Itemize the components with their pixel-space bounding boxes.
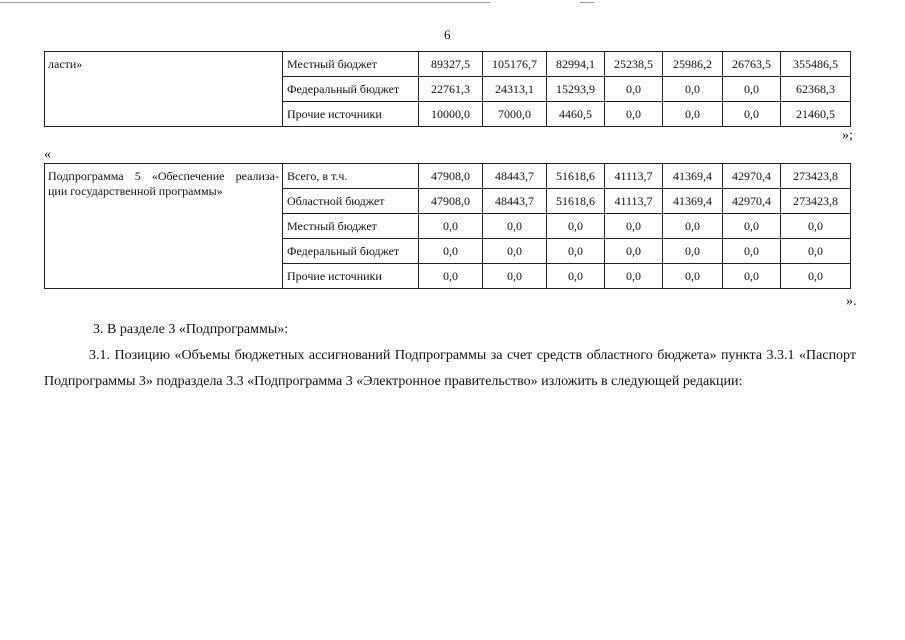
value-cell: 41369,4 [663, 189, 723, 214]
value-cell: 0,0 [419, 239, 483, 264]
value-cell: 25238,5 [605, 52, 663, 77]
value-cell: 41113,7 [605, 164, 663, 189]
section-paragraph: 3.1. Позицию «Объемы бюджетных ассигнований Подпрограммы за счет средств областного бюджета» пункта 3.3.1 «Паспорт Подпрограммы 3» подраздела 3.3 «Подпрограмма 3 «Электронное правительство» изложить в следующей редакции: [44, 348, 856, 389]
funding-source-label: Местный бюджет [283, 214, 419, 239]
value-cell: 7000,0 [483, 102, 547, 127]
table-row [45, 52, 851, 77]
value-cell: 105176,7 [483, 52, 547, 77]
value-cell: 22761,3 [419, 77, 483, 102]
value-cell: 89327,5 [419, 52, 483, 77]
value-cell: 47908,0 [419, 189, 483, 214]
value-cell: 42970,4 [723, 189, 781, 214]
funding-source-label: Всего, в т.ч. [283, 164, 419, 189]
program-name-cell: ласти» [45, 52, 283, 127]
value-cell: 24313,1 [483, 77, 547, 102]
value-cell: 0,0 [663, 264, 723, 289]
funding-source-label: Областной бюджет [283, 189, 419, 214]
value-cell: 0,0 [723, 77, 781, 102]
top-rule [0, 2, 490, 3]
funding-source-label: Прочие источники [283, 264, 419, 289]
value-cell: 0,0 [605, 102, 663, 127]
value-cell: 82994,1 [547, 52, 605, 77]
value-cell: 0,0 [419, 214, 483, 239]
value-cell: 0,0 [663, 102, 723, 127]
value-cell: 0,0 [547, 264, 605, 289]
value-cell: 0,0 [663, 239, 723, 264]
subprogram-name-line-2: ции государственной программы» [48, 184, 223, 198]
funding-source-label: Федеральный бюджет [283, 77, 419, 102]
value-cell: 0,0 [723, 214, 781, 239]
value-cell: 0,0 [663, 77, 723, 102]
closing-quote-mark: »; [842, 128, 853, 143]
value-cell: 42970,4 [723, 164, 781, 189]
value-cell: 26763,5 [723, 52, 781, 77]
value-cell: 0,0 [723, 239, 781, 264]
value-cell: 0,0 [547, 239, 605, 264]
table-row [45, 164, 851, 189]
subprogram-name-line-1: Подпрограмма 5 «Обеспечение реализа- [48, 169, 279, 183]
value-cell: 48443,7 [483, 164, 547, 189]
total-cell: 273423,8 [781, 189, 851, 214]
value-cell: 15293,9 [547, 77, 605, 102]
total-cell: 0,0 [781, 214, 851, 239]
funding-source-label: Прочие источники [283, 102, 419, 127]
total-cell: 21460,5 [781, 102, 851, 127]
value-cell: 0,0 [605, 77, 663, 102]
value-cell: 10000,0 [419, 102, 483, 127]
value-cell: 0,0 [723, 264, 781, 289]
value-cell: 0,0 [483, 214, 547, 239]
total-cell: 0,0 [781, 239, 851, 264]
total-cell: 273423,8 [781, 164, 851, 189]
value-cell: 25986,2 [663, 52, 723, 77]
value-cell: 0,0 [419, 264, 483, 289]
value-cell: 41369,4 [663, 164, 723, 189]
value-cell: 48443,7 [483, 189, 547, 214]
opening-quote-mark: « [44, 147, 51, 162]
value-cell: 0,0 [723, 102, 781, 127]
value-cell: 51618,6 [547, 164, 605, 189]
value-cell: 0,0 [605, 239, 663, 264]
top-rule-fragment [580, 2, 594, 3]
value-cell: 0,0 [483, 264, 547, 289]
closing-quote-mark: ». [846, 294, 857, 309]
value-cell: 41113,7 [605, 189, 663, 214]
value-cell: 0,0 [663, 214, 723, 239]
value-cell: 0,0 [605, 214, 663, 239]
page-number: 6 [444, 27, 451, 42]
subprogram-name-cell [45, 164, 283, 289]
funding-source-label: Местный бюджет [283, 52, 419, 77]
value-cell: 0,0 [605, 264, 663, 289]
value-cell: 47908,0 [419, 164, 483, 189]
total-cell: 62368,3 [781, 77, 851, 102]
value-cell: 51618,6 [547, 189, 605, 214]
subprogram-5-table [44, 163, 851, 289]
section-heading: 3. В разделе 3 «Подпрограммы»: [93, 322, 289, 337]
budget-table-continuation [44, 51, 851, 127]
value-cell: 0,0 [483, 239, 547, 264]
total-cell: 355486,5 [781, 52, 851, 77]
funding-source-label: Федеральный бюджет [283, 239, 419, 264]
value-cell: 0,0 [547, 214, 605, 239]
total-cell: 0,0 [781, 264, 851, 289]
value-cell: 4460,5 [547, 102, 605, 127]
